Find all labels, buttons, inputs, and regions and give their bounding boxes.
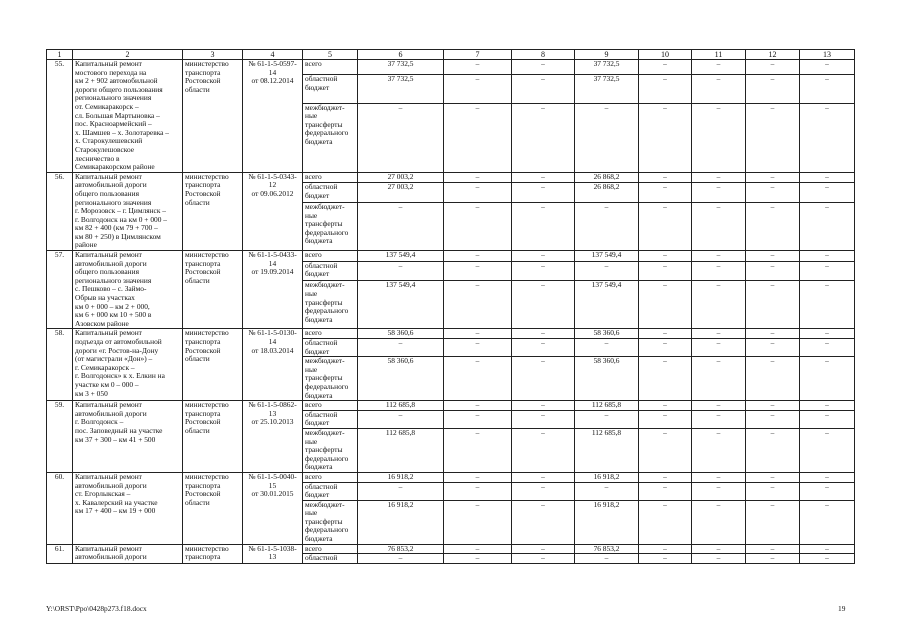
- amount-c10: –: [639, 203, 692, 251]
- amount-c12: –: [746, 261, 800, 281]
- amount-c12: –: [746, 281, 800, 329]
- amount-c12: –: [746, 544, 800, 554]
- amount-c10: –: [639, 554, 692, 564]
- amount-c6: –: [358, 554, 444, 564]
- amount-c12: –: [746, 251, 800, 261]
- amount-c10: –: [639, 472, 692, 482]
- amount-c11: –: [692, 183, 746, 203]
- amount-c7: –: [444, 60, 512, 75]
- amount-c10: –: [639, 357, 692, 401]
- customer-org: министерство транспорта Ростовской области: [183, 329, 243, 401]
- customer-org: министерство транспорта Ростовской области: [183, 60, 243, 173]
- amount-c13: –: [800, 339, 855, 357]
- amount-c10: –: [639, 500, 692, 544]
- amount-c8: –: [512, 482, 575, 500]
- amount-c13: –: [800, 410, 855, 428]
- document-page: [46, 49, 854, 564]
- amount-c9: 58 360,6: [575, 357, 639, 401]
- amount-c8: –: [512, 544, 575, 554]
- amount-c13: –: [800, 357, 855, 401]
- amount-c7: –: [444, 410, 512, 428]
- funding-source: всего: [303, 401, 358, 411]
- amount-c10: –: [639, 482, 692, 500]
- funding-source: областной бюджет: [303, 482, 358, 500]
- amount-c10: –: [639, 329, 692, 339]
- amount-c9: –: [575, 554, 639, 564]
- amount-c11: –: [692, 410, 746, 428]
- amount-c10: –: [639, 401, 692, 411]
- amount-c6: 16 918,2: [358, 500, 444, 544]
- amount-c6: –: [358, 261, 444, 281]
- amount-c8: –: [512, 428, 575, 472]
- column-number-7: 7: [444, 50, 512, 60]
- object-name: Капитальный ремонт автомобильной дороги общего пользования регионального значения г. Морозовск – г. Цимлянск – г. Волгодонск на км 0 + 000 – км 82 + 400 (км 79 + 700 – км 80 + 250) в Цимлянском районе: [73, 172, 183, 250]
- funding-source: межбюджет- ные трансферты федерального бюджета: [303, 103, 358, 172]
- amount-c13: –: [800, 482, 855, 500]
- amount-c7: –: [444, 482, 512, 500]
- amount-c13: –: [800, 251, 855, 261]
- amount-c10: –: [639, 251, 692, 261]
- funding-source: всего: [303, 472, 358, 482]
- amount-c9: 137 549,4: [575, 251, 639, 261]
- amount-c13: –: [800, 544, 855, 554]
- amount-c6: 58 360,6: [358, 329, 444, 339]
- amount-c8: –: [512, 554, 575, 564]
- amount-c8: –: [512, 172, 575, 182]
- amount-c6: –: [358, 482, 444, 500]
- row-number: 60.: [47, 472, 73, 544]
- object-name: Капитальный ремонт автомобильной дороги общего пользования регионального значения с. Пешково – с. Займо- Обрыв на участках км 0 + 000 – км 2 + 000, км 6 + 000 км 10 + 500 в Азовском районе: [73, 251, 183, 329]
- amount-c8: –: [512, 103, 575, 172]
- amount-c8: –: [512, 281, 575, 329]
- funding-source: межбюджет- ные трансферты федерального бюджета: [303, 428, 358, 472]
- funding-source: всего: [303, 60, 358, 75]
- amount-c12: –: [746, 203, 800, 251]
- funding-source: всего: [303, 172, 358, 182]
- amount-c11: –: [692, 544, 746, 554]
- funding-source: областной бюджет: [303, 183, 358, 203]
- column-number-row: [47, 50, 855, 60]
- amount-c7: –: [444, 172, 512, 182]
- amount-c9: 137 549,4: [575, 281, 639, 329]
- amount-c13: –: [800, 261, 855, 281]
- object-name: Капитальный ремонт автомобильной дороги ст. Егорлыкская – х. Кавалерский на участке км 17 + 400 – км 19 + 000: [73, 472, 183, 544]
- customer-org: министерство транспорта Ростовской области: [183, 472, 243, 544]
- amount-c9: 26 868,2: [575, 183, 639, 203]
- column-number-8: 8: [512, 50, 575, 60]
- amount-c10: –: [639, 544, 692, 554]
- expertise-doc: № 61-1-5-0343- 12 от 09.06.2012: [243, 172, 303, 250]
- amount-c9: 16 918,2: [575, 472, 639, 482]
- row-number: 55.: [47, 60, 73, 173]
- amount-c13: –: [800, 183, 855, 203]
- amount-c8: –: [512, 183, 575, 203]
- amount-c6: 112 685,8: [358, 428, 444, 472]
- funding-source: всего: [303, 544, 358, 554]
- amount-c8: –: [512, 329, 575, 339]
- amount-c7: –: [444, 554, 512, 564]
- amount-c11: –: [692, 472, 746, 482]
- funding-source: областной бюджет: [303, 75, 358, 104]
- object-name: Капитальный ремонт автомобильной дороги: [73, 544, 183, 563]
- amount-c7: –: [444, 339, 512, 357]
- amount-c7: –: [444, 261, 512, 281]
- amount-c11: –: [692, 172, 746, 182]
- file-path-footer: Y:\ORST\Ppo\0428p273.f18.docx: [46, 604, 147, 613]
- amount-c6: 37 732,5: [358, 75, 444, 104]
- row-number: 56.: [47, 172, 73, 250]
- amount-c10: –: [639, 261, 692, 281]
- table-body: [47, 50, 855, 564]
- column-number-10: 10: [639, 50, 692, 60]
- amount-c9: 112 685,8: [575, 401, 639, 411]
- amount-c8: –: [512, 75, 575, 104]
- amount-c6: –: [358, 339, 444, 357]
- amount-c9: 76 853,2: [575, 544, 639, 554]
- amount-c10: –: [639, 60, 692, 75]
- amount-c7: –: [444, 401, 512, 411]
- amount-c12: –: [746, 410, 800, 428]
- amount-c10: –: [639, 75, 692, 104]
- amount-c11: –: [692, 103, 746, 172]
- column-number-3: 3: [183, 50, 243, 60]
- amount-c6: 112 685,8: [358, 401, 444, 411]
- amount-c11: –: [692, 401, 746, 411]
- amount-c11: –: [692, 75, 746, 104]
- amount-c6: 76 853,2: [358, 544, 444, 554]
- amount-c9: –: [575, 103, 639, 172]
- amount-c7: –: [444, 544, 512, 554]
- funding-source: межбюджет- ные трансферты федерального бюджета: [303, 357, 358, 401]
- amount-c9: 58 360,6: [575, 329, 639, 339]
- amount-c7: –: [444, 103, 512, 172]
- funding-source: областной бюджет: [303, 410, 358, 428]
- column-number-13: 13: [800, 50, 855, 60]
- funding-source: областной бюджет: [303, 339, 358, 357]
- amount-c11: –: [692, 482, 746, 500]
- amount-c7: –: [444, 203, 512, 251]
- amount-c8: –: [512, 472, 575, 482]
- amount-c6: 137 549,4: [358, 251, 444, 261]
- amount-c12: –: [746, 357, 800, 401]
- amount-c12: –: [746, 554, 800, 564]
- amount-c11: –: [692, 251, 746, 261]
- amount-c13: –: [800, 75, 855, 104]
- object-name: Капитальный ремонт подъезда от автомобильной дороги «г. Ростов-на-Дону (от магистрали «Дон») – г. Семикаракорск – г. Волгодонск» к х. Елкин на участке км 0 – 000 – км 3 + 050: [73, 329, 183, 401]
- expertise-doc: № 61-1-5-0862- 13 от 25.10.2013: [243, 401, 303, 473]
- amount-c6: –: [358, 103, 444, 172]
- amount-c11: –: [692, 357, 746, 401]
- expertise-doc: № 61-1-5-0130- 14 от 18.03.2014: [243, 329, 303, 401]
- table-row: [47, 544, 855, 554]
- amount-c8: –: [512, 500, 575, 544]
- amount-c8: –: [512, 339, 575, 357]
- column-number-1: 1: [47, 50, 73, 60]
- amount-c13: –: [800, 401, 855, 411]
- amount-c6: –: [358, 410, 444, 428]
- budget-table: [46, 49, 855, 564]
- table-row: [47, 251, 855, 261]
- amount-c11: –: [692, 261, 746, 281]
- expertise-doc: № 61-1-5-0433- 14 от 19.09.2014: [243, 251, 303, 329]
- amount-c13: –: [800, 554, 855, 564]
- amount-c12: –: [746, 329, 800, 339]
- amount-c6: 16 918,2: [358, 472, 444, 482]
- amount-c13: –: [800, 172, 855, 182]
- amount-c6: –: [358, 203, 444, 251]
- column-number-11: 11: [692, 50, 746, 60]
- amount-c10: –: [639, 183, 692, 203]
- row-number: 58.: [47, 329, 73, 401]
- amount-c11: –: [692, 428, 746, 472]
- amount-c9: 26 868,2: [575, 172, 639, 182]
- funding-source: всего: [303, 251, 358, 261]
- expertise-doc: № 61-1-5-0040- 15 от 30.01.2015: [243, 472, 303, 544]
- amount-c7: –: [444, 472, 512, 482]
- amount-c12: –: [746, 183, 800, 203]
- amount-c9: –: [575, 410, 639, 428]
- column-number-9: 9: [575, 50, 639, 60]
- amount-c7: –: [444, 183, 512, 203]
- amount-c12: –: [746, 428, 800, 472]
- amount-c13: –: [800, 428, 855, 472]
- amount-c13: –: [800, 103, 855, 172]
- amount-c8: –: [512, 261, 575, 281]
- amount-c12: –: [746, 482, 800, 500]
- amount-c13: –: [800, 281, 855, 329]
- amount-c12: –: [746, 75, 800, 104]
- table-row: [47, 401, 855, 411]
- column-number-6: 6: [358, 50, 444, 60]
- funding-source: всего: [303, 329, 358, 339]
- amount-c11: –: [692, 60, 746, 75]
- object-name: Капитальный ремонт мостового перехода на км 2 + 902 автомобильной дороги общего пользования регионального значения от. Семикаракорск – сл. Большая Мартыновка – пос. Красноармейский – х. Шамшев – х. Золотаревка – х. Старокулешевский Старокулешовское лесничество в Семикаракорском районе: [73, 60, 183, 173]
- column-number-4: 4: [243, 50, 303, 60]
- amount-c12: –: [746, 339, 800, 357]
- amount-c6: 58 360,6: [358, 357, 444, 401]
- column-number-2: 2: [73, 50, 183, 60]
- table-row: [47, 329, 855, 339]
- amount-c8: –: [512, 401, 575, 411]
- amount-c12: –: [746, 103, 800, 172]
- amount-c7: –: [444, 357, 512, 401]
- amount-c10: –: [639, 410, 692, 428]
- amount-c7: –: [444, 329, 512, 339]
- amount-c9: –: [575, 261, 639, 281]
- amount-c13: –: [800, 329, 855, 339]
- expertise-doc: № 61-1-5-0597- 14 от 08.12.2014: [243, 60, 303, 173]
- amount-c11: –: [692, 554, 746, 564]
- column-number-12: 12: [746, 50, 800, 60]
- amount-c8: –: [512, 410, 575, 428]
- page-number: 19: [838, 604, 846, 613]
- amount-c12: –: [746, 472, 800, 482]
- customer-org: министерство транспорта Ростовской области: [183, 172, 243, 250]
- amount-c10: –: [639, 281, 692, 329]
- row-number: 61.: [47, 544, 73, 563]
- amount-c11: –: [692, 500, 746, 544]
- amount-c7: –: [444, 281, 512, 329]
- funding-source: межбюджет- ные трансферты федерального бюджета: [303, 281, 358, 329]
- amount-c10: –: [639, 339, 692, 357]
- amount-c6: 27 003,2: [358, 172, 444, 182]
- amount-c11: –: [692, 281, 746, 329]
- funding-source: межбюджет- ные трансферты федерального бюджета: [303, 203, 358, 251]
- amount-c11: –: [692, 339, 746, 357]
- amount-c6: 27 003,2: [358, 183, 444, 203]
- table-row: [47, 472, 855, 482]
- customer-org: министерство транспорта Ростовской области: [183, 401, 243, 473]
- amount-c13: –: [800, 203, 855, 251]
- row-number: 57.: [47, 251, 73, 329]
- table-row: [47, 172, 855, 182]
- customer-org: министерство транспорта: [183, 544, 243, 563]
- amount-c11: –: [692, 203, 746, 251]
- column-number-5: 5: [303, 50, 358, 60]
- amount-c7: –: [444, 428, 512, 472]
- object-name: Капитальный ремонт автомобильной дороги г. Волгодонск – пос. Заповедный на участке км 37 + 300 – км 41 + 500: [73, 401, 183, 473]
- amount-c9: –: [575, 339, 639, 357]
- amount-c11: –: [692, 329, 746, 339]
- amount-c10: –: [639, 172, 692, 182]
- funding-source: областной бюджет: [303, 261, 358, 281]
- amount-c13: –: [800, 472, 855, 482]
- amount-c7: –: [444, 251, 512, 261]
- amount-c6: 137 549,4: [358, 281, 444, 329]
- amount-c10: –: [639, 103, 692, 172]
- amount-c12: –: [746, 60, 800, 75]
- funding-source: областной: [303, 554, 358, 564]
- amount-c9: 112 685,8: [575, 428, 639, 472]
- row-number: 59.: [47, 401, 73, 473]
- amount-c7: –: [444, 500, 512, 544]
- funding-source: межбюджет- ные трансферты федерального бюджета: [303, 500, 358, 544]
- amount-c9: 16 918,2: [575, 500, 639, 544]
- expertise-doc: № 61-1-5-1038- 13: [243, 544, 303, 563]
- amount-c8: –: [512, 203, 575, 251]
- amount-c8: –: [512, 60, 575, 75]
- amount-c9: 37 732,5: [575, 75, 639, 104]
- amount-c6: 37 732,5: [358, 60, 444, 75]
- amount-c12: –: [746, 172, 800, 182]
- amount-c10: –: [639, 428, 692, 472]
- amount-c9: –: [575, 203, 639, 251]
- amount-c8: –: [512, 357, 575, 401]
- amount-c7: –: [444, 75, 512, 104]
- amount-c12: –: [746, 500, 800, 544]
- amount-c8: –: [512, 251, 575, 261]
- amount-c12: –: [746, 401, 800, 411]
- amount-c13: –: [800, 500, 855, 544]
- customer-org: министерство транспорта Ростовской области: [183, 251, 243, 329]
- amount-c9: –: [575, 482, 639, 500]
- amount-c9: 37 732,5: [575, 60, 639, 75]
- table-row: [47, 60, 855, 75]
- amount-c13: –: [800, 60, 855, 75]
